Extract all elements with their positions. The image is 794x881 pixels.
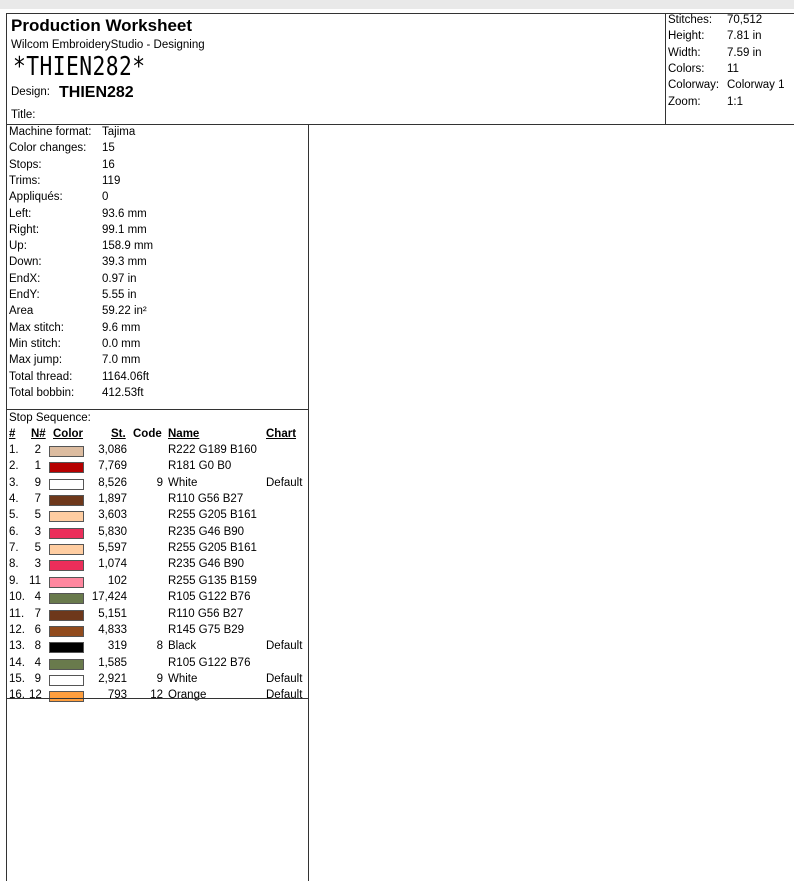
- table-row: [7, 673, 308, 689]
- thread-name: Orange: [168, 689, 207, 702]
- needle-number: 4: [34, 591, 41, 604]
- thread-name: R255 G205 B161: [168, 509, 257, 522]
- needle-number: 12: [29, 689, 42, 702]
- needle-number: 6: [34, 623, 41, 636]
- stop-sequence-label: Stop Sequence:: [9, 412, 91, 424]
- info-value: 7.0 mm: [102, 354, 141, 367]
- table-row: [7, 640, 308, 656]
- color-swatch: [49, 544, 84, 555]
- color-swatch: [49, 495, 84, 506]
- color-swatch: [49, 479, 84, 490]
- table-row: [7, 657, 308, 673]
- info-value: 0: [102, 191, 109, 204]
- info-label: Down:: [9, 256, 42, 269]
- thread-chart: Default: [266, 689, 303, 702]
- design-preview-area: [308, 124, 794, 881]
- thread-name: R105 G122 B76: [168, 591, 251, 604]
- thread-code: 9: [156, 476, 163, 489]
- color-swatch: [49, 593, 84, 604]
- needle-number: 5: [34, 509, 41, 522]
- thread-name: R145 G75 B29: [168, 623, 245, 636]
- needle-number: 1: [34, 460, 41, 473]
- info-label: Right:: [9, 223, 40, 236]
- stitch-count: 1,897: [98, 493, 127, 506]
- color-swatch: [49, 462, 84, 473]
- table-row: [7, 542, 308, 558]
- color-swatch: [49, 626, 84, 637]
- stop-index: 4.: [9, 493, 19, 506]
- info-value: 158.9 mm: [102, 240, 154, 253]
- design-name: THIEN282: [59, 84, 134, 101]
- needle-number: 9: [34, 476, 41, 489]
- header-needle: N#: [31, 428, 46, 440]
- thread-name: R255 G205 B161: [168, 542, 257, 555]
- stitch-count: 5,830: [98, 525, 127, 538]
- stitch-count: 319: [107, 640, 127, 653]
- machine-info-section: [6, 124, 309, 410]
- header-index: #: [9, 428, 16, 440]
- info-value: 93.6 mm: [102, 207, 147, 220]
- stop-index: 7.: [9, 542, 19, 555]
- stop-index: 11.: [9, 607, 25, 620]
- table-row: [7, 575, 308, 591]
- stop-index: 1.: [9, 444, 19, 456]
- worksheet-page: [0, 9, 794, 881]
- stitch-count: 102: [107, 574, 127, 587]
- needle-number: 3: [34, 525, 41, 538]
- color-swatch: [49, 642, 84, 653]
- thread-name: Black: [168, 640, 197, 653]
- stitch-count: 1,074: [98, 558, 127, 571]
- summary-panel: [665, 13, 794, 125]
- needle-number: 4: [34, 656, 41, 669]
- summary-value: 1:1: [727, 95, 743, 108]
- summary-label: Zoom:: [668, 95, 701, 108]
- design-code: *THIEN282*: [13, 52, 146, 82]
- color-swatch: [49, 528, 84, 539]
- stitch-count: 7,769: [98, 460, 127, 473]
- info-value: 59.22 in²: [102, 305, 147, 318]
- summary-label: Height:: [668, 30, 705, 43]
- info-label: Min stitch:: [9, 337, 61, 350]
- summary-value: 11: [727, 62, 739, 75]
- thread-code: 8: [156, 640, 163, 653]
- table-row: [7, 444, 308, 460]
- worksheet-title: Production Worksheet: [11, 16, 193, 35]
- needle-number: 5: [34, 542, 41, 555]
- info-value: 39.3 mm: [102, 256, 147, 269]
- stitch-count: 793: [107, 689, 127, 702]
- stop-index: 13.: [9, 640, 25, 653]
- stitch-count: 3,086: [98, 444, 127, 456]
- color-swatch: [49, 560, 84, 571]
- info-label: Total thread:: [9, 370, 73, 383]
- info-label: EndY:: [9, 289, 40, 301]
- info-label: Total bobbin:: [9, 386, 75, 399]
- needle-number: 7: [34, 607, 41, 620]
- thread-name: R105 G122 B76: [168, 656, 251, 669]
- info-label: Max stitch:: [9, 321, 64, 334]
- info-value: 0.97 in: [102, 272, 137, 285]
- info-label: Up:: [9, 240, 27, 253]
- color-swatch: [49, 610, 84, 621]
- stop-index: 12.: [9, 623, 25, 636]
- left-blank-section: [6, 698, 309, 881]
- stop-sequence-section: [6, 409, 309, 702]
- table-row: [7, 558, 308, 574]
- info-label: Trims:: [9, 174, 41, 187]
- thread-name: R235 G46 B90: [168, 525, 245, 538]
- stitch-count: 17,424: [91, 591, 127, 604]
- stop-index: 9.: [9, 574, 19, 587]
- info-label: Color changes:: [9, 142, 87, 155]
- color-swatch: [49, 675, 84, 686]
- header-color: Color: [53, 428, 84, 440]
- info-label: EndX:: [9, 272, 41, 285]
- summary-value: 7.81 in: [727, 30, 762, 43]
- thread-name: R110 G56 B27: [168, 493, 244, 506]
- stop-index: 16.: [9, 689, 25, 702]
- thread-chart: Default: [266, 672, 303, 685]
- header-section: [6, 13, 794, 125]
- header-name: Name: [168, 428, 200, 440]
- table-row: [7, 624, 308, 640]
- summary-label: Colorway:: [668, 79, 720, 92]
- design-label: Design:: [11, 86, 50, 98]
- header-code: Code: [133, 428, 162, 440]
- summary-label: Colors:: [668, 62, 705, 75]
- summary-label: Stitches:: [668, 14, 713, 26]
- stop-index: 15.: [9, 672, 25, 685]
- stop-index: 10.: [9, 591, 25, 604]
- table-row: [7, 591, 308, 607]
- software-name: Wilcom EmbroideryStudio - Designing: [11, 39, 205, 51]
- color-swatch: [49, 659, 84, 670]
- table-row: [7, 509, 308, 525]
- stop-index: 3.: [9, 476, 19, 489]
- thread-name: R181 G0 B0: [168, 460, 232, 473]
- summary-value: Colorway 1: [727, 79, 785, 92]
- header-stitches: St.: [111, 428, 126, 440]
- table-row: [7, 493, 308, 509]
- stitch-count: 8,526: [98, 476, 127, 489]
- stitch-count: 5,597: [98, 542, 127, 555]
- info-value: 1164.06ft: [102, 370, 150, 383]
- thread-name: White: [168, 476, 198, 489]
- stitch-count: 1,585: [98, 656, 127, 669]
- info-label: Left:: [9, 207, 32, 220]
- stop-index: 8.: [9, 558, 19, 571]
- info-label: Appliqués:: [9, 191, 63, 204]
- stop-index: 14.: [9, 656, 25, 669]
- stitch-count: 3,603: [98, 509, 127, 522]
- info-value: 16: [102, 158, 115, 171]
- thread-name: R110 G56 B27: [168, 607, 244, 620]
- summary-value: 7.59 in: [727, 46, 762, 59]
- thread-name: R222 G189 B160: [168, 444, 257, 456]
- thread-code: 9: [156, 672, 163, 685]
- needle-number: 2: [34, 444, 41, 456]
- thread-code: 12: [150, 689, 163, 702]
- table-row: [7, 460, 308, 476]
- stop-index: 2.: [9, 460, 19, 473]
- info-value: 0.0 mm: [102, 337, 141, 350]
- table-row: [7, 608, 308, 624]
- table-row: [7, 526, 308, 542]
- stop-index: 5.: [9, 509, 19, 522]
- table-row: [7, 477, 308, 493]
- stitch-count: 5,151: [98, 607, 127, 620]
- info-value: 99.1 mm: [102, 223, 147, 236]
- needle-number: 11: [29, 574, 41, 587]
- info-label: Area: [9, 305, 34, 318]
- info-value: 412.53ft: [102, 386, 144, 399]
- thread-name: White: [168, 672, 198, 685]
- needle-number: 3: [34, 558, 41, 571]
- info-value: 9.6 mm: [102, 321, 141, 334]
- summary-value: 70,512: [727, 14, 763, 26]
- needle-number: 8: [34, 640, 41, 653]
- thread-name: R255 G135 B159: [168, 574, 257, 587]
- stitch-count: 2,921: [98, 672, 127, 685]
- info-value: 119: [102, 174, 121, 187]
- info-label: Max jump:: [9, 354, 63, 367]
- needle-number: 7: [34, 493, 41, 506]
- header-chart: Chart: [266, 428, 297, 440]
- title-label: Title:: [11, 109, 36, 121]
- color-swatch: [49, 511, 84, 522]
- thread-chart: Default: [266, 640, 303, 653]
- info-label: Machine format:: [9, 126, 92, 138]
- info-label: Stops:: [9, 158, 42, 171]
- info-value: 15: [102, 142, 115, 155]
- thread-chart: Default: [266, 476, 303, 489]
- color-swatch: [49, 446, 84, 457]
- color-swatch: [49, 577, 84, 588]
- needle-number: 9: [34, 672, 41, 685]
- stop-index: 6.: [9, 525, 19, 538]
- thread-name: R235 G46 B90: [168, 558, 245, 571]
- info-value: Tajima: [102, 126, 136, 138]
- stitch-count: 4,833: [98, 623, 127, 636]
- summary-label: Width:: [668, 46, 701, 59]
- info-value: 5.55 in: [102, 289, 137, 301]
